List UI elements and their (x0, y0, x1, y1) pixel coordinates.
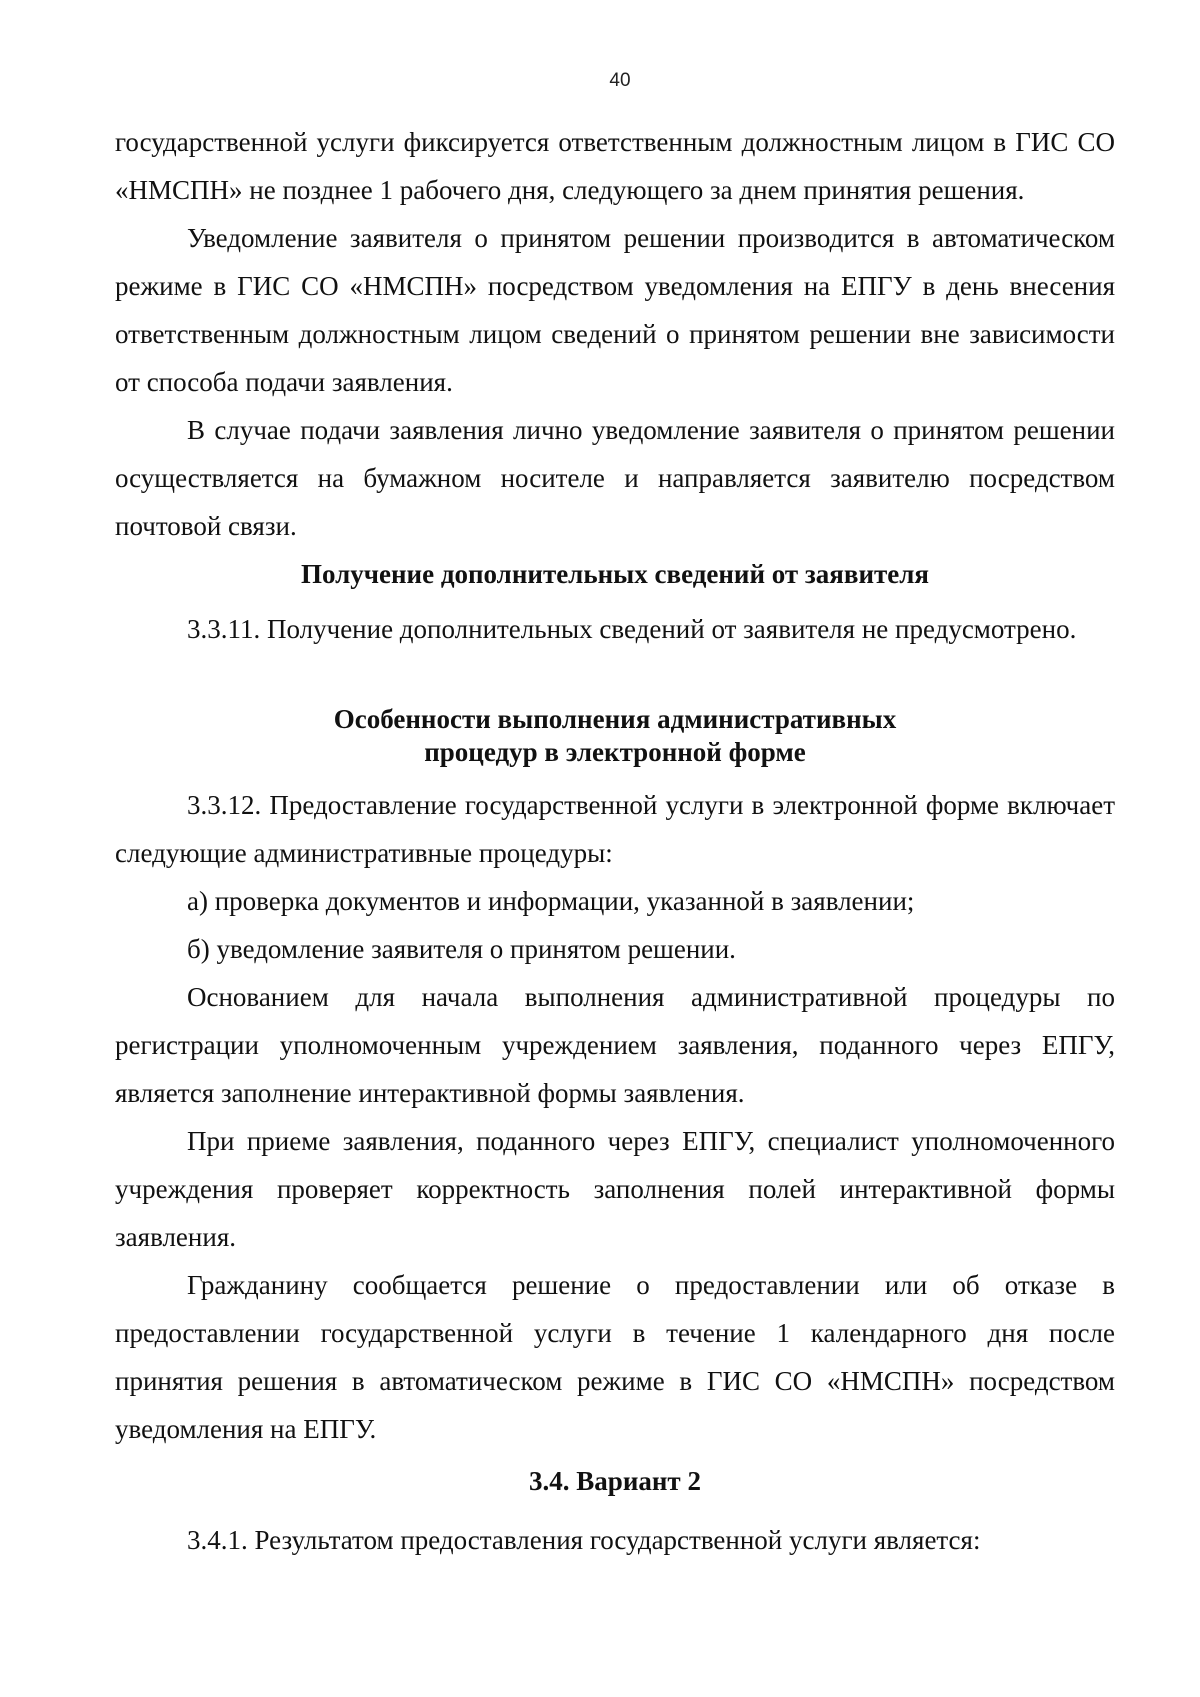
heading-electronic-procedures-line1: Особенности выполнения административных (333, 704, 897, 734)
list-item-a: а) проверка документов и информации, указанной в заявлении; (187, 886, 915, 916)
heading-electronic-procedures-line2: процедур в электронной форме (424, 737, 806, 767)
paragraph-notification-epgu: Уведомление заявителя о принятом решении производится в автоматическом режиме в ГИС СО «НМСПН» посредством уведомления на ЕПГУ в день внесения ответственным должностным лицом сведений о принятом решении вне зависимости от способа подачи заявления. (115, 223, 1115, 397)
paragraph-decision-recording: государственной услуги фиксируется ответственным должностным лицом в ГИС СО «НМСПН» не позднее 1 рабочего дня, следующего за днем принятия решения. (115, 127, 1115, 205)
document-body (115, 118, 1115, 1564)
paragraph-personal-submission: В случае подачи заявления лично уведомление заявителя о принятом решении осуществляется на бумажном носителе и направляется заявителю посредством почтовой связи. (115, 415, 1115, 541)
paragraph-citizen-notified: Гражданину сообщается решение о предоставлении или об отказе в предоставлении государственной услуги в течение 1 календарного дня после принятия решения в автоматическом режиме в ГИС СО «НМСПН» посредством уведомления на ЕПГУ. (115, 1270, 1115, 1444)
paragraph-3-3-11: 3.3.11. Получение дополнительных сведений от заявителя не предусмотрено. (187, 614, 1077, 644)
heading-additional-info: Получение дополнительных сведений от заявителя (300, 559, 930, 589)
paragraph-3-4-1: 3.4.1. Результатом предоставления государственной услуги является: (187, 1525, 981, 1555)
paragraph-specialist-check: При приеме заявления, поданного через ЕПГУ, специалист уполномоченного учреждения проверяет корректность заполнения полей интерактивной формы заявления. (115, 1126, 1115, 1252)
heading-variant-2: 3.4. Вариант 2 (529, 1466, 701, 1496)
list-item-b: б) уведомление заявителя о принятом решении. (187, 934, 736, 964)
page-number: 40 (609, 70, 631, 91)
paragraph-3-3-12: 3.3.12. Предоставление государственной услуги в электронной форме включает следующие административные процедуры: (115, 790, 1115, 868)
heading-electronic-procedures (115, 703, 1115, 769)
paragraph-procedure-basis: Основанием для начала выполнения административной процедуры по регистрации уполномоченным учреждением заявления, поданного через ЕПГУ, является заполнение интерактивной формы заявления. (115, 982, 1115, 1108)
